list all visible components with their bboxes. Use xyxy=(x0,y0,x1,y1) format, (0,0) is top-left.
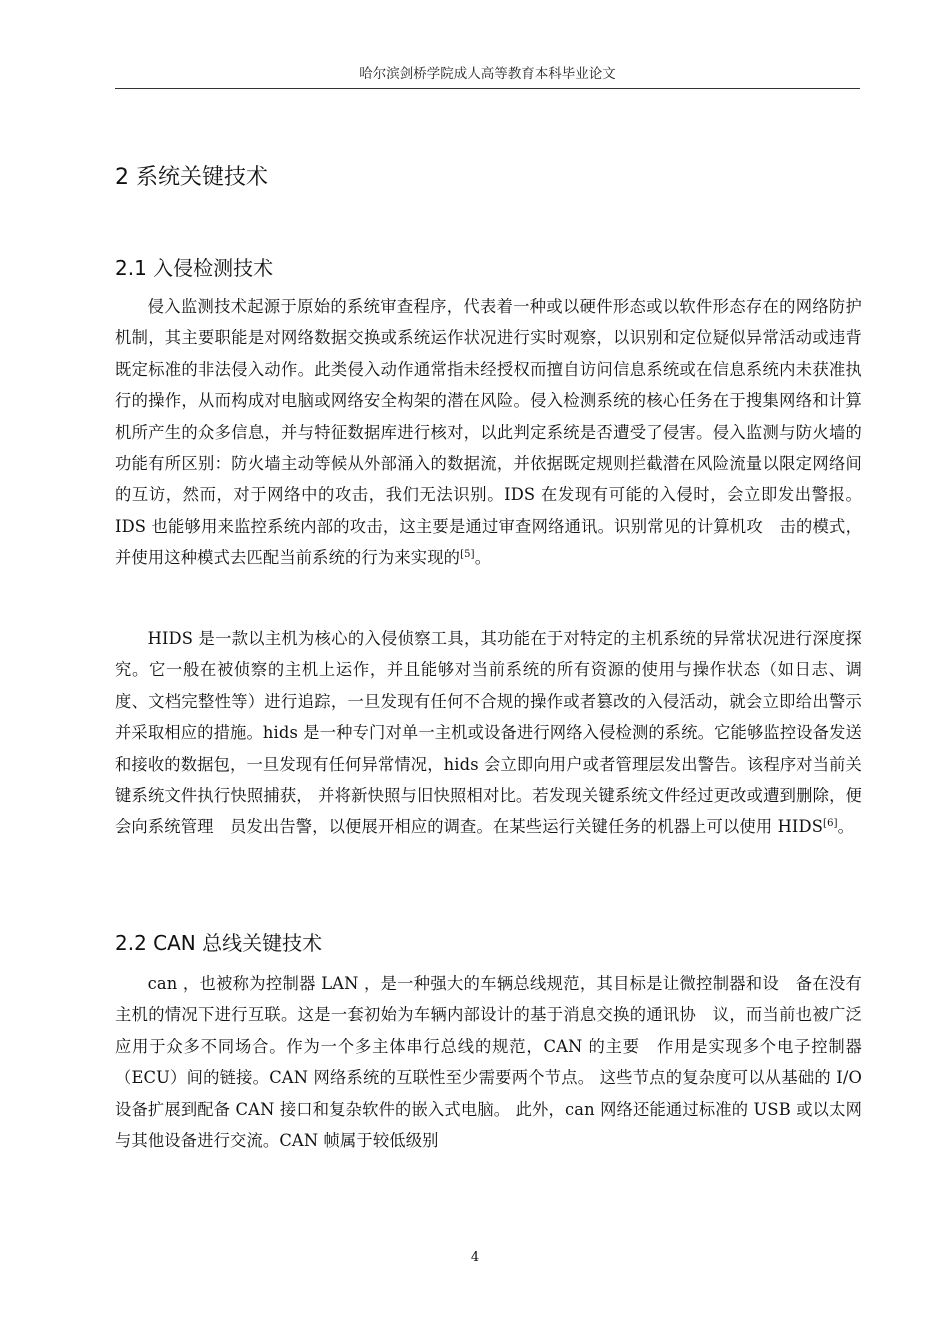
paragraph-intrusion-detection-overview xyxy=(115,291,862,574)
paragraph-text: 侵入监测技术起源于原始的系统审查程序，代表着一种或以硬件形态或以软件形态存在的网络防护机制，其主要职能是对网络数据交换或系统运作状况进行实时观察，以识别和定位疑似异常活动或违背既定标准的非法侵入动作。此类侵入动作通常指未经授权而擅自访问信息系统或在信息系统内未获准执行的操作，从而构成对电脑或网络安全构架的潜在风险。侵入检测系统的核心任务在于搜集网络和计算机所产生的众多信息，并与特征数据库进行核对，以此判定系统是否遭受了侵害。侵入监测与防火墙的功能有所区别：防火墙主动等候从外部涌入的数据流，并依据既定规则拦截潜在风险流量以限定网络间的互访，然而，对于网络中的攻击，我们无法识别。IDS 在发现有可能的入侵时，会立即发出警报。 IDS 也能够用来监控系统内部的攻击，这主要是通过审查网络通讯。识别常见的计算机攻 击的模式，并使用这种模式去匹配当前系统的行为来实现的 xyxy=(115,297,862,568)
paragraph-can-bus xyxy=(115,968,862,1156)
page-number: 4 xyxy=(470,1250,480,1265)
citation-marker: [6] xyxy=(823,818,838,830)
paragraph-end-punctuation: 。 xyxy=(474,548,492,568)
paragraph-end-punctuation: 。 xyxy=(837,817,855,837)
chapter-title: 2 系统关键技术 xyxy=(115,165,268,190)
running-header: 哈尔滨剑桥学院成人高等教育本科毕业论文 xyxy=(359,66,616,82)
paragraph-text: HIDS 是一款以主机为核心的入侵侦察工具，其功能在于对特定的主机系统的异常状况进行深度探究。它一般在被侦察的主机上运作，并且能够对当前系统的所有资源的使用与操作状态（如日志、调度、文档完整性等）进行追踪，一旦发现有任何不合规的操作或者篡改的入侵活动，就会立即给出警示并采取相应的措施。hids 是一种专门对单一主机或设备进行网络入侵检测的系统。它能够监控设备发送和接收的数据包，一旦发现有任何异常情况，hids 会立即向用户或者管理层发出警告。该程序对当前关键系统文件执行快照捕获， 并将新快照与旧快照相对比。若发现关键系统文件经过更改或遭到删除，便会向系统管理 员发出告警，以便展开相应的调查。在某些运行关键任务的机器上可以使用 HIDS xyxy=(115,629,862,837)
citation-marker: [5] xyxy=(460,549,475,561)
section-title-can-bus: 2.2 CAN 总线关键技术 xyxy=(115,931,323,955)
section-title-intrusion-detection: 2.1 入侵检测技术 xyxy=(115,256,274,280)
header-rule xyxy=(115,88,860,89)
paragraph-text: can ，也被称为控制器 LAN ，是一种强大的车辆总线规范，其目标是让微控制器和设 备在没有主机的情况下进行互联。这是一套初始为车辆内部设计的基于消息交换的通讯协 议，而当前也被广泛应用于众多不同场合。作为一个多主体串行总线的规范，CAN 的主要 作用是实现多个电子控制器（ECU）间的链接。CAN 网络系统的互联性至少需要两个节点。 这些节点的复杂度可以从基础的 I/O 设备扩展到配备 CAN 接口和复杂软件的嵌入式电脑。 此外，can 网络还能通过标准的 USB 或以太网与其他设备进行交流。CAN 帧属于较低级别 xyxy=(115,974,862,1151)
paragraph-hids xyxy=(115,623,862,843)
